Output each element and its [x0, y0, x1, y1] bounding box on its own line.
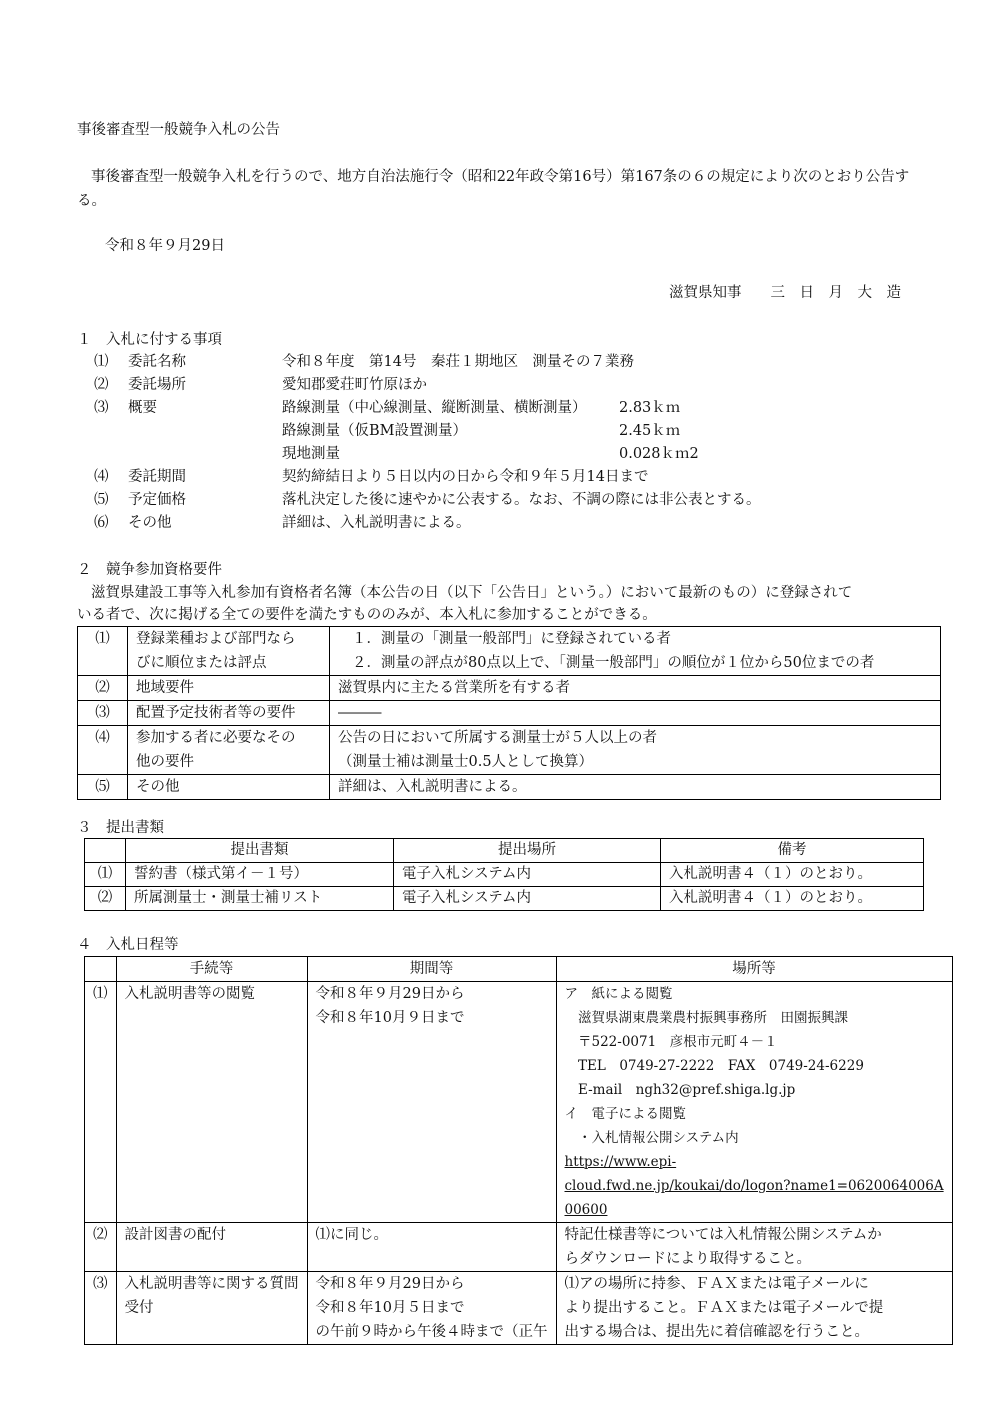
item-amount: 2.83ｋｍ: [619, 400, 681, 416]
place-line: イ 電子による閲覧: [564, 1106, 686, 1122]
section2-heading: ２ 競争参加資格要件: [77, 562, 222, 578]
row-place: [556, 1272, 952, 1345]
item-amount: 0.028ｋｍ2: [619, 446, 699, 462]
item-value: 契約締結日より５日以内の日から令和９年５月14日まで: [282, 469, 649, 485]
item-num: ⑵: [94, 377, 109, 393]
item-value: 現地測量: [282, 446, 340, 462]
row-period: ⑴に同じ。: [307, 1223, 556, 1272]
row-num: ⑸: [78, 775, 128, 800]
item-num: ⑸: [94, 492, 109, 508]
row-procedure: 設計図書の配付: [116, 1223, 307, 1272]
row-label: その他: [128, 775, 330, 800]
place-line: ・入札情報公開システム内: [564, 1130, 739, 1146]
row-doc: 誓約書（様式第イ－１号）: [126, 863, 394, 887]
procedure-line: 受付: [124, 1300, 154, 1316]
item-num: ⑶: [94, 400, 109, 416]
label-line: 他の要件: [136, 754, 194, 770]
row-num: ⑵: [85, 887, 126, 911]
place-line: らダウンロードにより取得すること。: [564, 1251, 811, 1267]
row-period: [307, 982, 556, 1223]
value-line: １．測量の「測量一般部門」に登録されている者: [352, 631, 671, 647]
table-row: [85, 863, 924, 887]
item-value: 路線測量（中心線測量、縦断測量、横断測量）: [282, 400, 587, 416]
header-place: 提出場所: [394, 839, 661, 863]
table-row: [78, 726, 941, 775]
row-num: ⑵: [78, 676, 128, 701]
system-url-link[interactable]: 00600: [564, 1202, 608, 1218]
row-value: ―――: [330, 701, 941, 726]
intro-paragraph: 事後審査型一般競争入札を行うので、地方自治法施行令（昭和22年政令第16号）第167条の６の規定により次のとおり公告する。: [77, 169, 910, 209]
item-value: 愛知郡愛荘町竹原ほか: [282, 377, 427, 393]
place-line: 滋賀県湖東農業農村振興事務所 田園振興課: [564, 1010, 848, 1026]
row-num: ⑷: [78, 726, 128, 775]
item-num: ⑹: [94, 515, 109, 531]
table-header-row: [85, 839, 924, 863]
item-num: ⑷: [94, 469, 109, 485]
row-doc: 所属測量士・測量士補リスト: [126, 887, 394, 911]
label-line: 参加する者に必要なその: [136, 730, 296, 746]
table-row: [78, 701, 941, 726]
row-label: 配置予定技術者等の要件: [128, 701, 330, 726]
period-line: 令和８年９月29日から: [315, 1276, 465, 1292]
row-num: ⑴: [85, 863, 126, 887]
header-blank: [85, 839, 126, 863]
place-line: ア 紙による閲覧: [564, 986, 673, 1002]
item-label: 予定価格: [128, 492, 186, 508]
place-line: 〒522-0071 彦根市元町４－１: [564, 1034, 778, 1050]
table-row: [78, 775, 941, 800]
item-value: 詳細は、入札説明書による。: [282, 515, 471, 531]
place-line: E-mail ngh32@pref.shiga.lg.jp: [564, 1082, 796, 1098]
row-label: [128, 627, 330, 676]
item-label: その他: [128, 515, 172, 531]
notice-date: 令和８年９月29日: [105, 238, 225, 254]
row-value: [330, 726, 941, 775]
row-note: 入札説明書４（１）のとおり。: [661, 863, 924, 887]
row-num: ⑴: [78, 627, 128, 676]
header-place: 場所等: [556, 957, 952, 982]
row-note: 入札説明書４（１）のとおり。: [661, 887, 924, 911]
schedule-table: [84, 956, 953, 1345]
period-line: 令和８年10月９日まで: [315, 1010, 465, 1026]
label-line: 登録業種および部門なら: [136, 631, 296, 647]
item-amount: 2.45ｋｍ: [619, 423, 681, 439]
place-line: ⑴アの場所に持参、ＦＡＸまたは電子メールに: [564, 1276, 869, 1292]
row-procedure: 入札説明書等の閲覧: [116, 982, 307, 1223]
period-line: の午前９時から午後４時まで（正午: [315, 1324, 548, 1340]
qualification-table: [77, 626, 941, 800]
table-header-row: [85, 957, 953, 982]
header-doc: 提出書類: [126, 839, 394, 863]
submission-table: [84, 838, 924, 911]
item-value: 令和８年度 第14号 秦荘１期地区 測量その７業務: [282, 354, 634, 370]
system-url-link[interactable]: cloud.fwd.ne.jp/koukai/do/logon?name1=0620064006A: [564, 1178, 944, 1194]
section4-heading: ４ 入札日程等: [77, 937, 179, 953]
table-row: [85, 982, 953, 1223]
item-value: 路線測量（仮BM設置測量）: [282, 423, 468, 439]
section2-intro-line2: いる者で、次に掲げる全ての要件を満たすもののみが、本入札に参加することができる。: [77, 607, 657, 623]
value-line: （測量士補は測量士0.5人として換算）: [338, 754, 594, 770]
period-line: 令和８年９月29日から: [315, 986, 465, 1002]
row-num: ⑶: [78, 701, 128, 726]
row-value: 詳細は、入札説明書による。: [330, 775, 941, 800]
header-period: 期間等: [307, 957, 556, 982]
header-note: 備考: [661, 839, 924, 863]
row-num: ⑵: [85, 1223, 117, 1272]
row-place: 電子入札システム内: [394, 887, 661, 911]
row-place: [556, 1223, 952, 1272]
row-value: [330, 627, 941, 676]
table-row: [85, 1223, 953, 1272]
section3-heading: ３ 提出書類: [77, 820, 164, 836]
row-num: ⑶: [85, 1272, 117, 1345]
label-line: びに順位または評点: [136, 655, 267, 671]
header-procedure: 手続等: [116, 957, 307, 982]
row-procedure: [116, 1272, 307, 1345]
row-period: [307, 1272, 556, 1345]
section1-heading: １ 入札に付する事項: [77, 332, 222, 348]
row-value: 滋賀県内に主たる営業所を有する者: [330, 676, 941, 701]
period-line: 令和８年10月５日まで: [315, 1300, 465, 1316]
row-num: ⑴: [85, 982, 117, 1223]
table-row: [78, 627, 941, 676]
place-line: 特記仕様書等については入札情報公開システムか: [564, 1227, 882, 1243]
item-num: ⑴: [94, 354, 109, 370]
item-label: 委託場所: [128, 377, 186, 393]
system-url-link[interactable]: https://www.epi-: [564, 1154, 677, 1170]
row-place: 電子入札システム内: [394, 863, 661, 887]
table-row: [78, 676, 941, 701]
header-blank: [85, 957, 117, 982]
table-row: [85, 1272, 953, 1345]
row-place: [556, 982, 952, 1223]
value-line: 公告の日において所属する測量士が５人以上の者: [338, 730, 657, 746]
table-row: [85, 887, 924, 911]
value-line: ２．測量の評点が80点以上で、「測量一般部門」の順位が１位から50位までの者: [352, 655, 875, 671]
issuer-name: 滋賀県知事 三 日 月 大 造: [669, 285, 901, 301]
section2-intro-line1: 滋賀県建設工事等入札参加有資格者名簿（本公告の日（以下「公告日」という。）において最新のもの）に登録されて: [91, 585, 853, 601]
place-line: TEL 0749-27-2222 FAX 0749-24-6229: [564, 1058, 864, 1074]
row-label: 地域要件: [128, 676, 330, 701]
item-label: 概要: [128, 400, 157, 416]
place-line: 出する場合は、提出先に着信確認を行うこと。: [564, 1324, 869, 1340]
row-label: [128, 726, 330, 775]
item-label: 委託期間: [128, 469, 186, 485]
item-value: 落札決定した後に速やかに公表する。なお、不調の際には非公表とする。: [282, 492, 761, 508]
procedure-line: 入札説明書等に関する質問: [124, 1276, 299, 1292]
document-title: 事後審査型一般競争入札の公告: [77, 122, 280, 138]
item-label: 委託名称: [128, 354, 186, 370]
place-line: より提出すること。ＦＡＸまたは電子メールで提: [564, 1300, 884, 1316]
